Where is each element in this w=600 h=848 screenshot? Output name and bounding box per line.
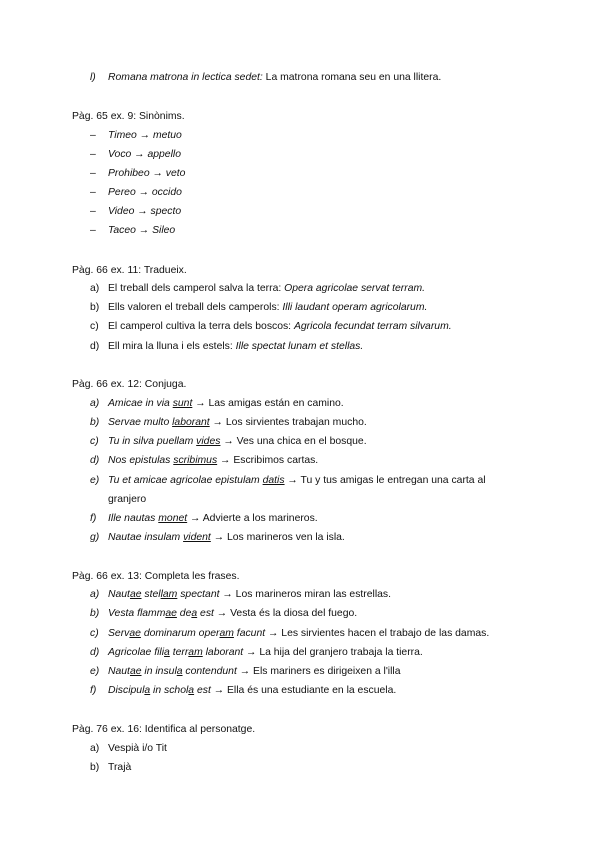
translation: → Escribimos cartas.: [217, 455, 319, 466]
list-marker: c): [90, 321, 99, 332]
list-item: [108, 474, 486, 487]
list-marker: a): [90, 589, 100, 600]
list-marker: e): [90, 475, 100, 486]
latin-phrase: Amicae in via: [108, 398, 173, 409]
list-item: [108, 186, 182, 199]
latin-fragment: de: [176, 608, 192, 619]
list-item: [108, 129, 182, 142]
translation: granjero: [108, 494, 147, 505]
latin-phrase: Nautae insulam: [108, 532, 184, 543]
section-heading: Pàg. 65 ex. 9: Sinònims.: [72, 111, 185, 122]
translation: La matrona romana seu en una llitera.: [262, 72, 442, 83]
latin-translation: Agricola fecundat terram silvarum.: [293, 321, 452, 332]
character-name: Vespià i/o Tit: [108, 743, 167, 754]
character-name: Trajà: [108, 762, 132, 773]
list-marker: a): [90, 398, 100, 409]
filled-ending: a: [176, 666, 183, 677]
catalan-sentence: Ell mira la lluna i els estels:: [108, 341, 236, 352]
list-item: [108, 454, 318, 467]
list-marker: a): [90, 743, 100, 754]
catalan-sentence: El treball dels camperol salva la terra:: [108, 283, 285, 294]
list-marker: –: [90, 149, 96, 160]
translation: → Los marineros ven la isla.: [210, 532, 345, 543]
list-item: [108, 512, 318, 525]
list-item: [108, 742, 167, 755]
translation: → Els mariners es dirigeixen a l'illa: [236, 666, 401, 677]
list-item: [108, 665, 401, 678]
latin-phrase: Servae multo: [108, 417, 173, 428]
translation: → Las amigas están en camino.: [192, 398, 344, 409]
translation: → Los sirvientes trabajan mucho.: [209, 417, 367, 428]
list-item: [108, 761, 131, 774]
list-marker: a): [90, 283, 100, 294]
latin-fragment: laborant: [202, 647, 244, 658]
translation: → Advierte a los marineros.: [187, 513, 318, 524]
latin-phrase: Romana matrona in lectica sedet:: [108, 72, 263, 83]
list-item: [108, 224, 175, 237]
translation: → Tu y tus amigas le entregan una carta al: [284, 475, 486, 486]
list-marker: –: [90, 130, 96, 141]
filled-ending: ae: [129, 666, 142, 677]
translation: → Les sirvientes hacen el trabajo de las damas.: [265, 628, 490, 639]
section-heading: Pàg. 66 ex. 11: Tradueix.: [72, 265, 187, 276]
synonym-pair: Taceo → Sileo: [108, 225, 176, 236]
latin-fragment: Serv: [108, 628, 130, 639]
filled-ending: a: [191, 608, 198, 619]
latin-phrase: Tu in silva puellam: [108, 436, 197, 447]
list-item: [108, 607, 357, 620]
latin-fragment: in insul: [141, 666, 177, 677]
list-marker: c): [90, 436, 99, 447]
latin-fragment: est: [194, 685, 211, 696]
filled-ending: lam: [160, 589, 178, 600]
translation: → La hija del granjero trabaja la tierra.: [243, 647, 423, 658]
latin-fragment: terr: [169, 647, 189, 658]
list-item: [108, 340, 363, 353]
synonym-pair: Pereo → occido: [108, 187, 182, 198]
filled-ending: a: [164, 647, 170, 658]
latin-fragment: est: [197, 608, 214, 619]
list-marker: b): [90, 417, 100, 428]
latin-translation: Opera agricolae servat terram.: [284, 283, 426, 294]
latin-fragment: Naut: [108, 589, 130, 600]
latin-fragment: Naut: [108, 666, 130, 677]
list-marker: g): [90, 532, 100, 543]
latin-translation: Illi laudant operam agricolarum.: [282, 302, 428, 313]
list-item: [108, 684, 396, 697]
synonym-pair: Prohibeo → veto: [108, 168, 186, 179]
section-heading: Pàg. 76 ex. 16: Identifica al personatge.: [72, 724, 256, 735]
list-item: [108, 531, 345, 544]
synonym-pair: Video → specto: [108, 206, 182, 217]
filled-ending: ae: [165, 608, 177, 619]
latin-fragment: Discipul: [108, 685, 145, 696]
filled-ending: ae: [129, 589, 142, 600]
list-marker: b): [90, 762, 100, 773]
list-item: [108, 416, 367, 429]
conjugated-verb: sunt: [172, 398, 193, 409]
section-heading: Pàg. 66 ex. 13: Completa les frases.: [72, 571, 240, 582]
list-item: [108, 71, 441, 84]
filled-ending: ae: [129, 628, 141, 639]
list-item: [108, 282, 425, 295]
filled-ending: am: [219, 628, 234, 639]
latin-fragment: in schol: [150, 685, 189, 696]
filled-ending: am: [188, 647, 203, 658]
conjugated-verb: vides: [196, 436, 221, 447]
list-item: [108, 588, 391, 601]
latin-translation: Ille spectat lunam et stellas.: [235, 341, 364, 352]
list-marker: –: [90, 168, 96, 179]
list-item: [108, 627, 489, 640]
conjugated-verb: monet: [158, 513, 188, 524]
synonym-pair: Timeo → metuo: [108, 130, 182, 141]
translation: → Vesta és la diosa del fuego.: [213, 608, 358, 619]
list-marker: f): [90, 513, 97, 524]
catalan-sentence: El camperol cultiva la terra dels boscos:: [108, 321, 294, 332]
list-marker: –: [90, 225, 96, 236]
list-item: [108, 167, 185, 180]
list-item: [108, 646, 423, 659]
list-marker: f): [90, 685, 97, 696]
section-heading: Pàg. 66 ex. 12: Conjuga.: [72, 379, 187, 390]
synonym-pair: Voco → appello: [108, 149, 181, 160]
conjugated-verb: vident: [183, 532, 211, 543]
list-marker: d): [90, 647, 100, 658]
list-marker: e): [90, 666, 100, 677]
latin-phrase: Tu et amicae agricolae epistulam: [108, 475, 263, 486]
list-marker: l): [90, 72, 96, 83]
latin-fragment: Agricolae fili: [108, 647, 165, 658]
conjugated-verb: scribimus: [173, 455, 218, 466]
filled-ending: a: [144, 685, 151, 696]
list-marker: b): [90, 608, 100, 619]
latin-fragment: Vesta flamm: [108, 608, 166, 619]
list-item: [108, 397, 344, 410]
translation: → Los marineros miran las estrellas.: [219, 589, 392, 600]
list-item: [108, 205, 181, 218]
latin-fragment: dominarum oper: [140, 628, 220, 639]
list-marker: –: [90, 187, 96, 198]
list-marker: b): [90, 302, 100, 313]
list-item: [108, 148, 181, 161]
latin-fragment: facunt: [233, 628, 266, 639]
filled-ending: a: [188, 685, 195, 696]
list-item: [108, 301, 427, 314]
translation: → Ves una chica en el bosque.: [220, 436, 367, 447]
list-marker: d): [90, 455, 100, 466]
latin-fragment: stel: [141, 589, 161, 600]
list-item-continuation: [108, 493, 146, 506]
conjugated-verb: laborant: [172, 417, 210, 428]
catalan-sentence: Ells valoren el treball dels camperols:: [108, 302, 283, 313]
list-marker: c): [90, 628, 99, 639]
latin-phrase: Nos epistulas: [108, 455, 174, 466]
conjugated-verb: datis: [262, 475, 285, 486]
list-marker: –: [90, 206, 96, 217]
latin-fragment: spectant: [177, 589, 220, 600]
latin-fragment: contendunt: [182, 666, 237, 677]
list-marker: d): [90, 341, 100, 352]
list-item: [108, 435, 367, 448]
translation: → Ella és una estudiante en la escuela.: [210, 685, 397, 696]
latin-phrase: Ille nautas: [108, 513, 159, 524]
list-item: [108, 320, 452, 333]
